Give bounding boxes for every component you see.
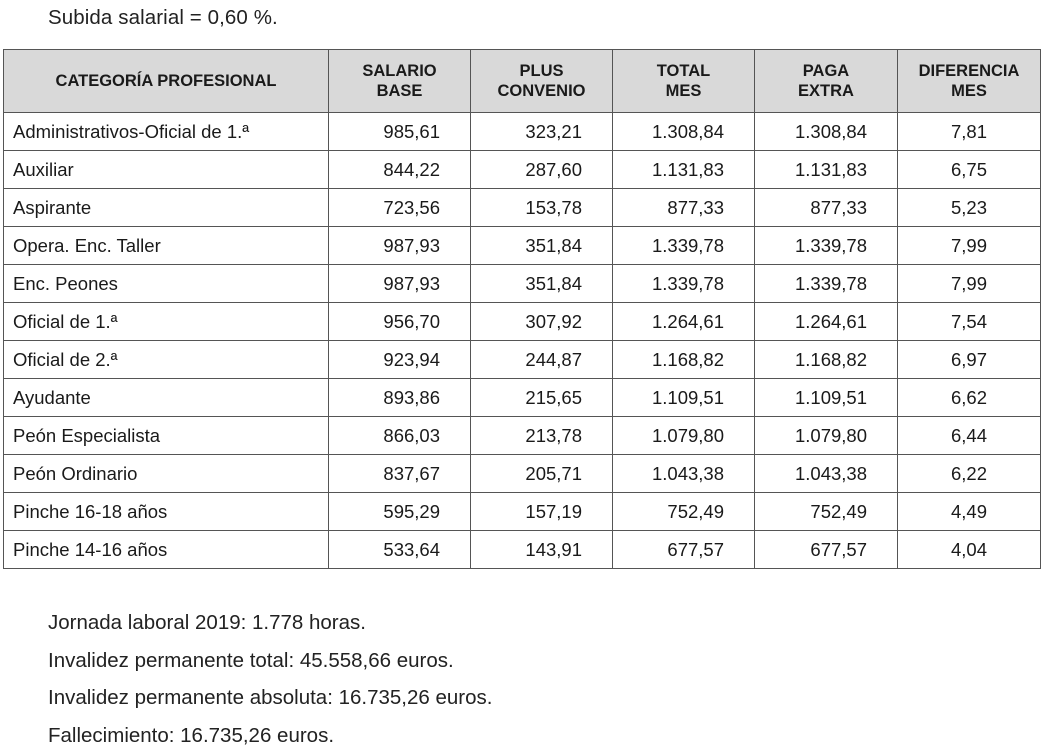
table-row <box>4 417 1041 455</box>
cell-paga-extra: 1.109,51 <box>755 379 898 417</box>
cell-categoria: Pinche 14-16 años <box>4 531 329 569</box>
note-jornada: Jornada laboral 2019: 1.778 horas. <box>48 604 492 642</box>
cell-salario-base: 923,94 <box>329 341 471 379</box>
table-row <box>4 455 1041 493</box>
header-plus-convenio: PLUS CONVENIO <box>471 50 613 113</box>
cell-plus-convenio: 323,21 <box>471 113 613 151</box>
cell-total-mes: 677,57 <box>613 531 755 569</box>
cell-salario-base: 987,93 <box>329 227 471 265</box>
cell-total-mes: 1.264,61 <box>613 303 755 341</box>
cell-categoria: Oficial de 2.ª <box>4 341 329 379</box>
cell-total-mes: 1.168,82 <box>613 341 755 379</box>
cell-paga-extra: 1.079,80 <box>755 417 898 455</box>
cell-paga-extra: 1.339,78 <box>755 227 898 265</box>
cell-salario-base: 844,22 <box>329 151 471 189</box>
header-total-mes: TOTAL MES <box>613 50 755 113</box>
cell-salario-base: 723,56 <box>329 189 471 227</box>
cell-paga-extra: 752,49 <box>755 493 898 531</box>
cell-plus-convenio: 307,92 <box>471 303 613 341</box>
notes-block <box>48 604 492 754</box>
cell-total-mes: 1.339,78 <box>613 265 755 303</box>
cell-salario-base: 956,70 <box>329 303 471 341</box>
cell-plus-convenio: 351,84 <box>471 265 613 303</box>
cell-categoria: Ayudante <box>4 379 329 417</box>
cell-diferencia-mes: 7,54 <box>898 303 1041 341</box>
cell-categoria: Auxiliar <box>4 151 329 189</box>
cell-diferencia-mes: 6,22 <box>898 455 1041 493</box>
cell-diferencia-mes: 6,75 <box>898 151 1041 189</box>
cell-diferencia-mes: 7,81 <box>898 113 1041 151</box>
cell-paga-extra: 1.339,78 <box>755 265 898 303</box>
cell-categoria: Administrativos-Oficial de 1.ª <box>4 113 329 151</box>
table-row <box>4 113 1041 151</box>
cell-plus-convenio: 287,60 <box>471 151 613 189</box>
header-salario-base: SALARIO BASE <box>329 50 471 113</box>
cell-total-mes: 1.109,51 <box>613 379 755 417</box>
cell-categoria: Aspirante <box>4 189 329 227</box>
table-row <box>4 493 1041 531</box>
salary-table <box>3 49 1041 569</box>
cell-salario-base: 533,64 <box>329 531 471 569</box>
table-row <box>4 531 1041 569</box>
cell-diferencia-mes: 6,62 <box>898 379 1041 417</box>
cell-paga-extra: 677,57 <box>755 531 898 569</box>
cell-plus-convenio: 143,91 <box>471 531 613 569</box>
header-paga-extra: PAGA EXTRA <box>755 50 898 113</box>
table-row <box>4 379 1041 417</box>
cell-salario-base: 893,86 <box>329 379 471 417</box>
cell-salario-base: 595,29 <box>329 493 471 531</box>
note-fallecimiento: Fallecimiento: 16.735,26 euros. <box>48 717 492 754</box>
cell-categoria: Enc. Peones <box>4 265 329 303</box>
cell-diferencia-mes: 5,23 <box>898 189 1041 227</box>
cell-categoria: Pinche 16-18 años <box>4 493 329 531</box>
cell-paga-extra: 1.043,38 <box>755 455 898 493</box>
cell-paga-extra: 1.168,82 <box>755 341 898 379</box>
table-row <box>4 265 1041 303</box>
cell-total-mes: 1.043,38 <box>613 455 755 493</box>
table-row <box>4 227 1041 265</box>
cell-total-mes: 752,49 <box>613 493 755 531</box>
cell-diferencia-mes: 6,97 <box>898 341 1041 379</box>
table-row <box>4 341 1041 379</box>
cell-total-mes: 877,33 <box>613 189 755 227</box>
cell-plus-convenio: 244,87 <box>471 341 613 379</box>
cell-salario-base: 987,93 <box>329 265 471 303</box>
cell-total-mes: 1.131,83 <box>613 151 755 189</box>
cell-diferencia-mes: 7,99 <box>898 265 1041 303</box>
cell-paga-extra: 1.308,84 <box>755 113 898 151</box>
table-header-row <box>4 50 1041 113</box>
cell-total-mes: 1.339,78 <box>613 227 755 265</box>
header-diferencia-mes: DIFERENCIA MES <box>898 50 1041 113</box>
cell-categoria: Opera. Enc. Taller <box>4 227 329 265</box>
cell-diferencia-mes: 4,04 <box>898 531 1041 569</box>
cell-salario-base: 985,61 <box>329 113 471 151</box>
cell-categoria: Peón Ordinario <box>4 455 329 493</box>
cell-total-mes: 1.308,84 <box>613 113 755 151</box>
table-row <box>4 189 1041 227</box>
table-row <box>4 303 1041 341</box>
cell-plus-convenio: 153,78 <box>471 189 613 227</box>
header-categoria: CATEGORÍA PROFESIONAL <box>4 50 329 113</box>
cell-diferencia-mes: 7,99 <box>898 227 1041 265</box>
cell-diferencia-mes: 4,49 <box>898 493 1041 531</box>
cell-paga-extra: 1.264,61 <box>755 303 898 341</box>
cell-plus-convenio: 205,71 <box>471 455 613 493</box>
cell-categoria: Oficial de 1.ª <box>4 303 329 341</box>
salary-increase-text: Subida salarial = 0,60 %. <box>48 6 278 30</box>
note-invalidez-absoluta: Invalidez permanente absoluta: 16.735,26 euros. <box>48 679 492 717</box>
note-invalidez-total: Invalidez permanente total: 45.558,66 euros. <box>48 642 492 680</box>
cell-diferencia-mes: 6,44 <box>898 417 1041 455</box>
cell-plus-convenio: 213,78 <box>471 417 613 455</box>
cell-plus-convenio: 157,19 <box>471 493 613 531</box>
cell-salario-base: 837,67 <box>329 455 471 493</box>
cell-paga-extra: 1.131,83 <box>755 151 898 189</box>
cell-plus-convenio: 351,84 <box>471 227 613 265</box>
cell-salario-base: 866,03 <box>329 417 471 455</box>
cell-total-mes: 1.079,80 <box>613 417 755 455</box>
cell-plus-convenio: 215,65 <box>471 379 613 417</box>
cell-paga-extra: 877,33 <box>755 189 898 227</box>
table-row <box>4 151 1041 189</box>
cell-categoria: Peón Especialista <box>4 417 329 455</box>
